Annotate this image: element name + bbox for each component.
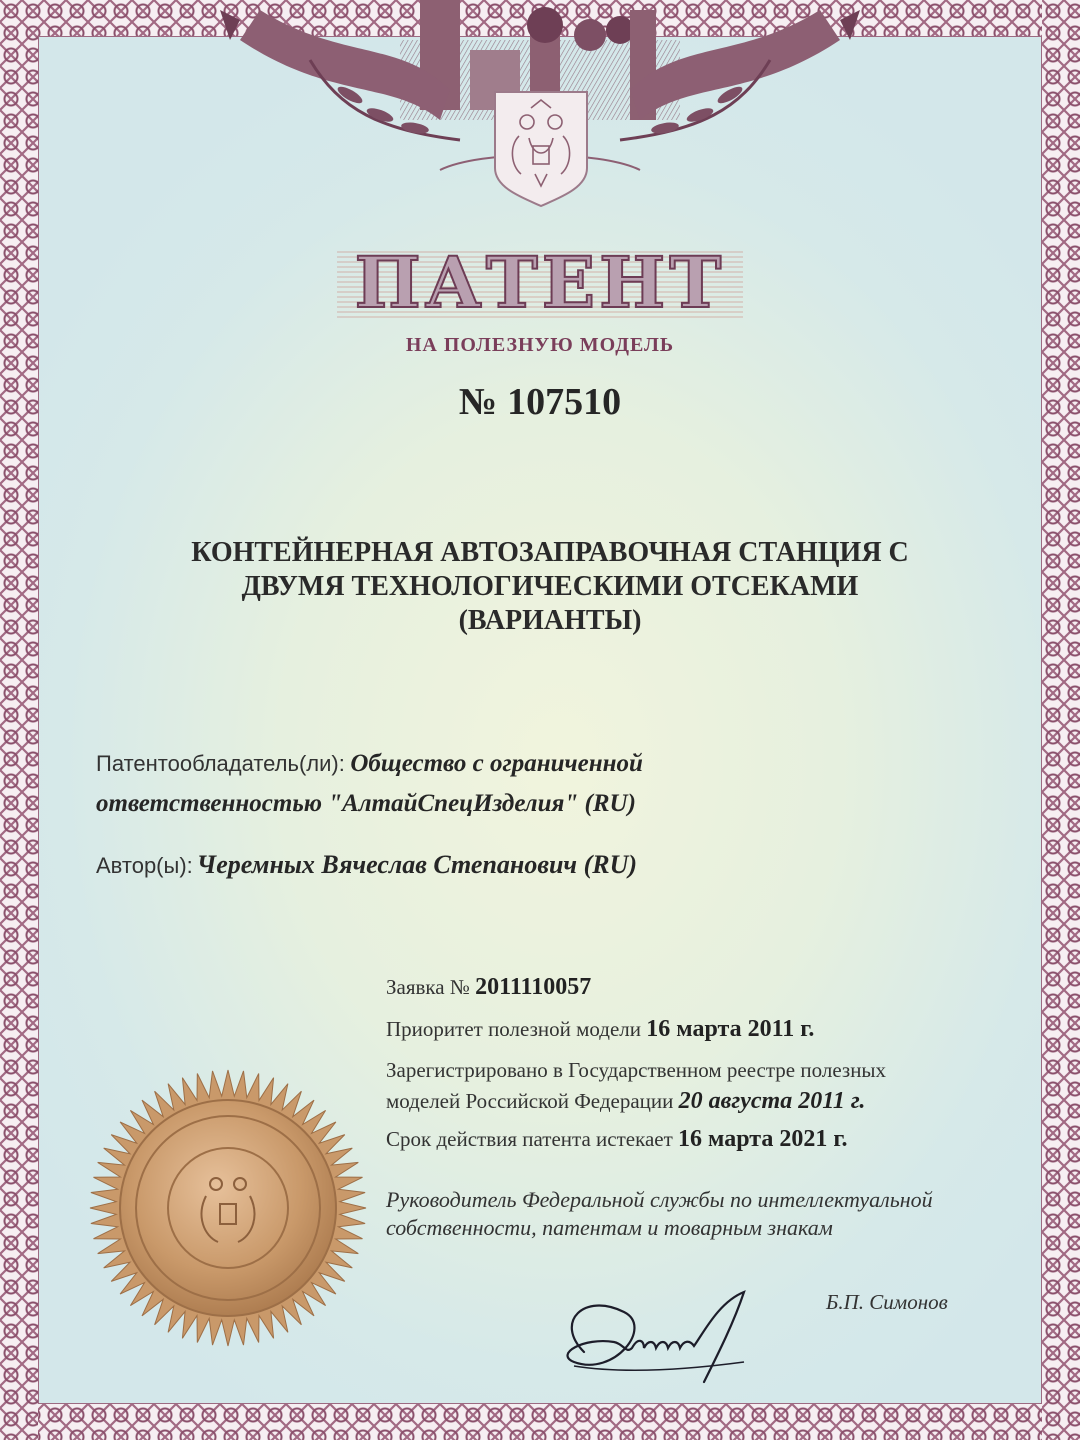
frame-left [0, 0, 38, 1440]
registered-line2: моделей Российской Федерации [386, 1089, 674, 1113]
patent-number [0, 380, 1080, 424]
patent-subtitle: НА ПОЛЕЗНУЮ МОДЕЛЬ [405, 334, 675, 356]
holder-value-line1: Общество с ограниченной [350, 750, 643, 777]
application-number: 2011110057 [475, 974, 592, 1000]
invention-title [110, 536, 990, 638]
coat-of-arms-icon [489, 88, 593, 208]
patent-number-value: 107510 [507, 381, 622, 423]
signer-name: Б.П. Симонов [826, 1290, 948, 1314]
author-value: Черемных Вячеслав Степанович (RU) [196, 850, 638, 879]
head-line: Руководитель Федеральной службы по интеллектуальной [386, 1187, 933, 1212]
invention-title-line: ДВУМЯ ТЕХНОЛОГИЧЕСКИМИ ОТСЕКАМИ [241, 571, 859, 602]
invention-title-line: (ВАРИАНТЫ) [458, 605, 642, 636]
expiry-row [386, 1126, 848, 1153]
gold-seal-icon [86, 1066, 370, 1350]
agency-head-title [386, 1186, 1056, 1242]
expiry-date: 16 марта 2021 г. [678, 1126, 848, 1152]
author-label: Автор(ы): [96, 853, 193, 878]
priority-date: 16 марта 2011 г. [646, 1016, 815, 1042]
patent-title: ПАТЕНТ [337, 248, 744, 318]
registered-row [386, 1058, 886, 1083]
patent-holder [96, 744, 976, 824]
holder-value-line2: ответственностью "АлтайСпецИзделия" (RU) [96, 790, 636, 817]
patent-title-area [0, 241, 1080, 324]
invention-title-line: КОНТЕЙНЕРНАЯ АВТОЗАПРАВОЧНАЯ СТАНЦИЯ С [191, 537, 909, 568]
application-row [386, 974, 591, 1001]
patent-author [96, 850, 976, 880]
head-line: собственности, патентам и товарным знакам [386, 1215, 833, 1240]
registered-line1: Зарегистрировано в Государственном реестре полезных [386, 1058, 887, 1082]
signature-image [544, 1282, 784, 1392]
number-sign: № [458, 381, 498, 423]
frame-bottom [0, 1404, 1080, 1440]
holder-label: Патентообладатель(ли): [96, 751, 345, 776]
priority-label: Приоритет полезной модели [386, 1017, 642, 1041]
priority-row [386, 1016, 814, 1043]
registered-row-2 [386, 1088, 865, 1115]
expiry-label: Срок действия патента истекает [386, 1127, 673, 1151]
registered-date: 20 августа 2011 г. [678, 1088, 866, 1114]
application-label: Заявка № [386, 975, 470, 999]
